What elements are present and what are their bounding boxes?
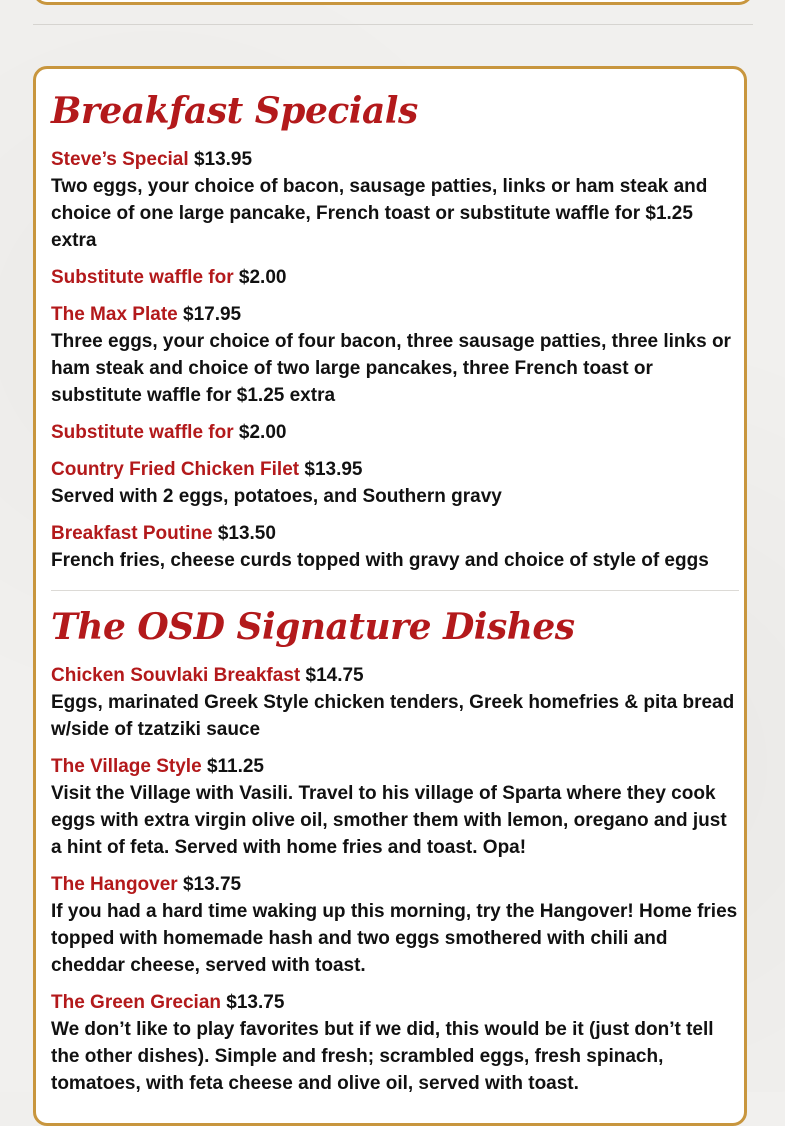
menu-item <box>51 456 739 510</box>
item-description: French fries, cheese curds topped with gravy and choice of style of eggs <box>51 550 709 571</box>
item-name: Substitute waffle for <box>51 267 234 288</box>
item-description: If you had a hard time waking up this morning, try the Hangover! Home fries topped with homemade hash and two eggs smothered with chili and cheddar cheese, served with toast. <box>51 901 738 976</box>
menu-content <box>51 85 739 1107</box>
item-description: Two eggs, your choice of bacon, sausage patties, links or ham steak and choice of one large pancake, French toast or substitute waffle for $1.25 extra <box>51 176 708 251</box>
item-name: Country Fried Chicken Filet <box>51 459 300 480</box>
item-description: Three eggs, your choice of four bacon, three sausage patties, three links or ham steak and choice of two large pancakes, three French toast or substitute waffle for $1.25 extra <box>51 331 731 406</box>
item-name: Chicken Souvlaki Breakfast <box>51 665 301 686</box>
menu-item <box>51 753 739 861</box>
item-name: The Max Plate <box>51 304 178 325</box>
item-name: The Village Style <box>51 756 202 777</box>
item-name: The Green Grecian <box>51 992 222 1013</box>
top-divider <box>33 24 753 25</box>
item-price: $13.95 <box>304 459 363 480</box>
item-name: The Hangover <box>51 874 178 895</box>
section-divider <box>51 590 739 591</box>
item-price: $2.00 <box>238 267 287 288</box>
item-name: Substitute waffle for <box>51 422 234 443</box>
menu-item <box>51 520 739 574</box>
section-title-breakfast-specials: Breakfast Specials <box>51 90 418 132</box>
item-price: $2.00 <box>238 422 287 443</box>
menu-item <box>51 146 739 254</box>
menu-item <box>51 264 739 291</box>
menu-item <box>51 419 739 446</box>
item-price: $14.75 <box>305 665 364 686</box>
item-name: Breakfast Poutine <box>51 523 213 544</box>
menu-item <box>51 871 739 979</box>
menu-item <box>51 662 739 743</box>
item-price: $13.75 <box>226 992 285 1013</box>
section-title-signature-dishes: The OSD Signature Dishes <box>51 606 575 648</box>
item-description: Eggs, marinated Greek Style chicken tenders, Greek homefries & pita bread w/side of tzatziki sauce <box>51 692 735 740</box>
previous-section-box <box>33 0 753 5</box>
item-description: Visit the Village with Vasili. Travel to his village of Sparta where they cook eggs with extra virgin olive oil, smother them with lemon, oregano and just a hint of feta. Served with home fries and toast. Opa! <box>51 783 727 858</box>
item-price: $11.25 <box>206 756 265 777</box>
item-name: Steve’s Special <box>51 149 189 170</box>
menu-item <box>51 989 739 1097</box>
item-description: Served with 2 eggs, potatoes, and Southern gravy <box>51 486 502 507</box>
item-price: $13.75 <box>182 874 242 895</box>
item-price: $17.95 <box>183 304 242 325</box>
item-description: We don’t like to play favorites but if we did, this would be it (just don’t tell the other dishes). Simple and fresh; scrambled eggs, fresh spinach, tomatoes, with feta cheese and olive oil, served with toast. <box>51 1019 714 1094</box>
item-price: $13.95 <box>193 149 253 170</box>
menu-item <box>51 301 739 409</box>
item-price: $13.50 <box>217 523 276 544</box>
